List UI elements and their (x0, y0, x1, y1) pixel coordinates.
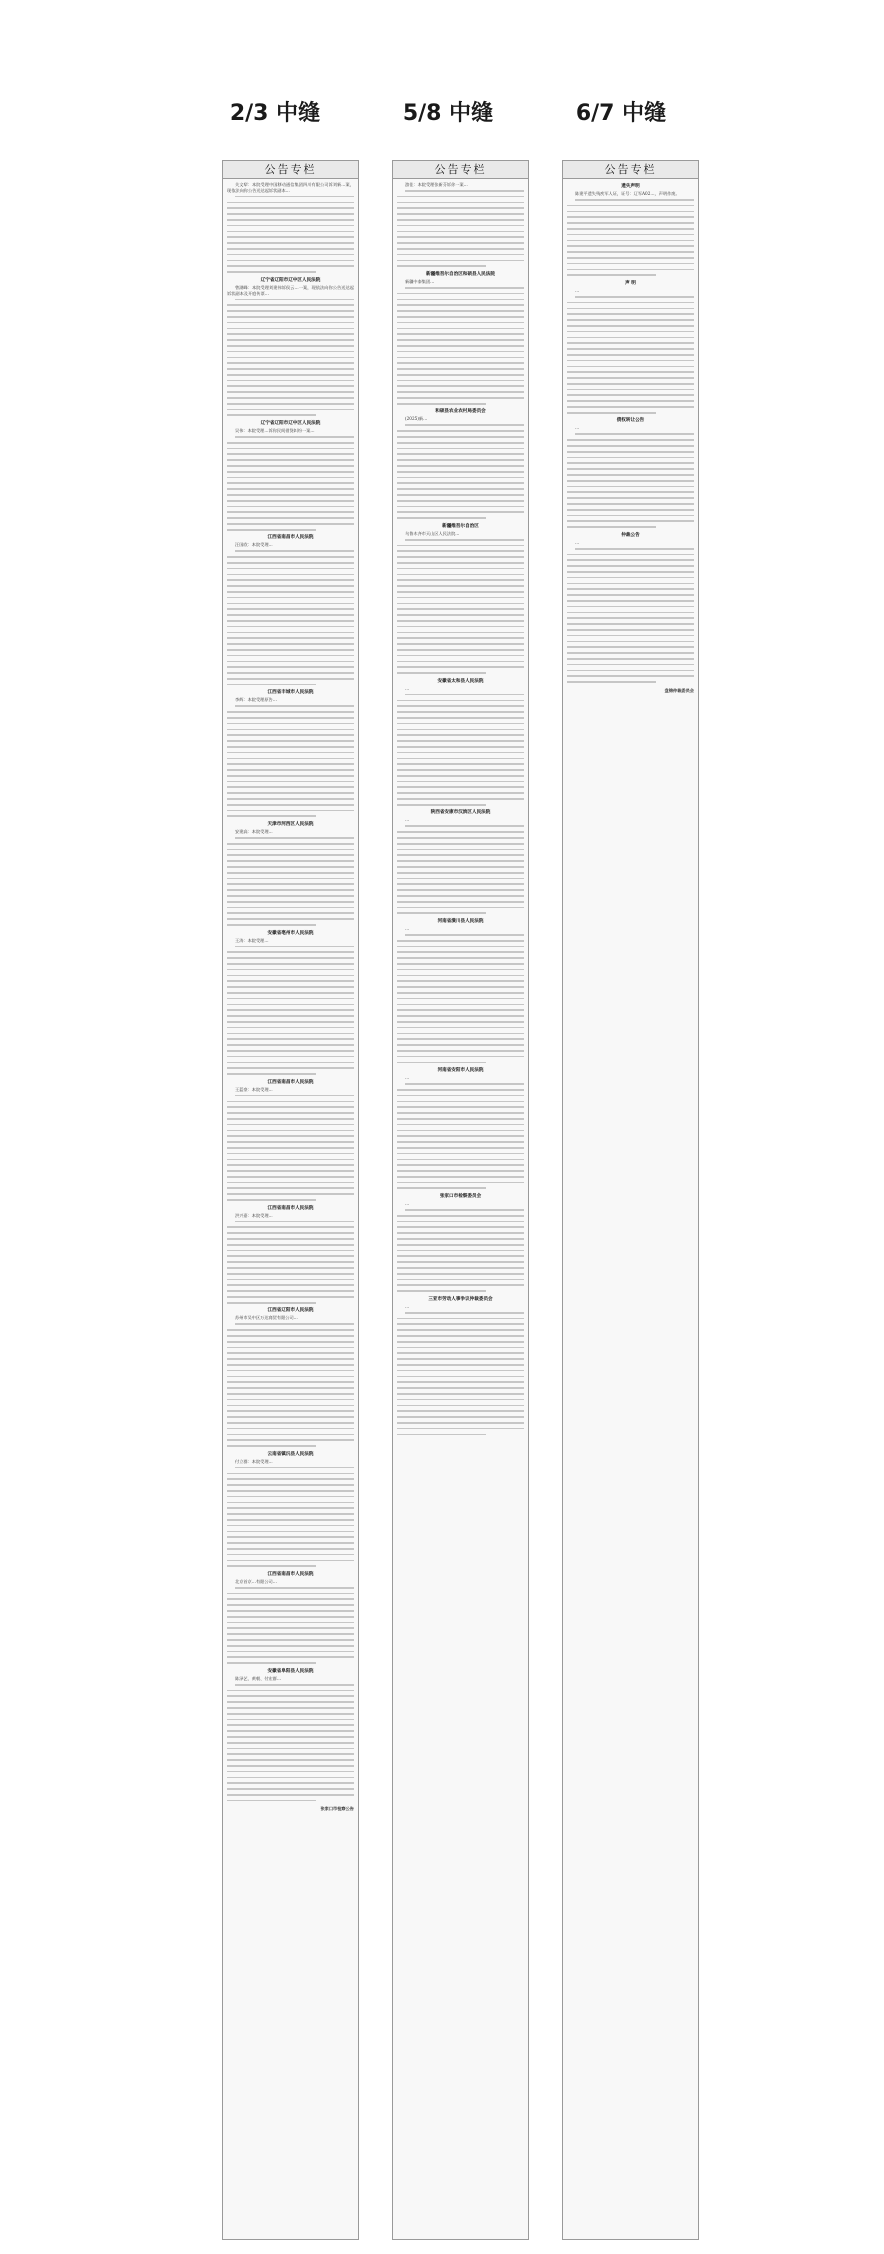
notice-text: (2025)新… (405, 416, 428, 422)
notice-body-lines (397, 188, 524, 269)
notice-body-lines (227, 1465, 354, 1569)
notice-item (397, 1297, 524, 1437)
notice-text: … (405, 1201, 410, 1207)
notice-text: 安建高：本院受理… (235, 829, 273, 835)
notice-text: … (405, 817, 410, 823)
notice-text: 王蓝豪：本院受理… (235, 1086, 273, 1092)
notice-item (567, 184, 694, 278)
notice-item (397, 1068, 524, 1191)
notice-item (227, 278, 354, 418)
column-header: 公告专栏 (393, 161, 528, 179)
notice-item (397, 679, 524, 808)
notice-text: 曾湖峰：本院受理刘建伟诉侯云…一案，现依法向你公告送达起诉状副本及开庭传票… (227, 284, 354, 296)
notice-title: 仲裁公告 (621, 532, 640, 538)
notice-item (227, 1080, 354, 1203)
notice-signature: 盘锦仲裁委员会 (664, 687, 694, 693)
heading-col-3: 6/7 中缝 (575, 101, 667, 126)
notice-title: 和硕县农业农村局委员会 (435, 409, 486, 415)
notice-body-lines (227, 1093, 354, 1203)
notice-body-lines (227, 194, 354, 275)
notice-text: 吴伟：本院受理…诉你民间借贷纠纷一案… (235, 428, 315, 434)
notice-body-lines (397, 692, 524, 808)
notice-text: 游佳：本院受理张新芬诉你一案… (405, 182, 468, 187)
notice-text: 王涛：本院受理… (235, 937, 269, 943)
notice-item (227, 1452, 354, 1569)
notice-text: … (405, 926, 410, 932)
notice-body-lines (227, 703, 354, 819)
notice-item (397, 1194, 524, 1294)
heading-col-2: 5/8 中缝 (402, 101, 494, 126)
notice-body-lines (397, 1207, 524, 1294)
notice-item (227, 1572, 354, 1666)
notice-body-lines (397, 1310, 524, 1438)
notice-body-lines (227, 1682, 354, 1804)
notice-text: 新疆中泰集团… (405, 278, 435, 284)
notice-body-lines (227, 296, 354, 418)
notice-text: 汪国欣：本院受理… (235, 542, 273, 548)
notice-body-lines (567, 431, 694, 530)
notice-column-2[interactable] (392, 160, 529, 2240)
notice-title: 遗失声明 (621, 184, 640, 189)
notice-body-lines (397, 285, 524, 407)
notice-item (227, 535, 354, 687)
notice-item (227, 690, 354, 819)
notice-text: 陈泽艺、黄朝、付宏群… (235, 1675, 282, 1681)
notice-title: 江西省南昌市人民法院 (267, 1571, 314, 1577)
notice-text: … (575, 539, 580, 545)
notice-item (397, 182, 524, 269)
notice-title: 债权转让公告 (616, 418, 645, 424)
notice-title: 河南省安阳市人民法院 (437, 1068, 484, 1074)
notice-title: 天津市河西区人民法院 (267, 822, 314, 828)
notice-body-lines (567, 197, 694, 278)
notice-title: 云南省镇沅县人民法院 (267, 1451, 314, 1457)
notice-item (397, 919, 524, 1065)
notice-item (227, 182, 354, 275)
notice-body-lines (227, 1585, 354, 1666)
notice-column-1[interactable] (222, 160, 359, 2240)
notice-title: 安徽省阜阳县人民法院 (267, 1668, 314, 1674)
notice-title: 新疆维吾尔自治区和硕县人民法院 (426, 271, 495, 277)
notice-item (227, 1308, 354, 1448)
notice-text: … (575, 425, 580, 431)
notice-title: 辽宁省辽阳市辽中区人民法院 (260, 421, 321, 427)
notice-text: … (405, 1303, 410, 1309)
notice-title: 三亚市劳动人事争议仲裁委员会 (428, 1296, 493, 1302)
notice-text: 洪兴嘉：本院受理… (235, 1212, 273, 1218)
notice-title: 陕西省安康市汉滨区人民法院 (430, 810, 491, 816)
notice-text: 乌鲁木齐市天山区人民法院… (405, 530, 460, 536)
notice-text: 李辉：本院受理原告… (235, 697, 277, 703)
notice-title: 江西省南昌市人民法院 (267, 1205, 314, 1211)
notice-item (227, 1206, 354, 1306)
notice-text: 陈建平遗失残疾军人证，证号：辽军A02…，声明作废。 (575, 191, 680, 196)
notice-title: 安徽省太和县人民法院 (437, 678, 484, 684)
notice-title: 江西省南昌市人民法院 (267, 535, 314, 541)
notice-body-lines (397, 422, 524, 521)
notice-item (397, 409, 524, 520)
notice-body-lines (227, 835, 354, 928)
notice-body-lines (227, 1321, 354, 1449)
notice-title: 江西省丰城市人民法院 (267, 690, 314, 696)
notice-title: 河南省潢川县人民法院 (437, 919, 484, 925)
notice-text: 苏州市吴中区万达商贸有限公司… (235, 1315, 298, 1321)
notice-body-lines (397, 823, 524, 916)
heading-col-1: 2/3 中缝 (229, 101, 321, 126)
column-header: 公告专栏 (563, 161, 698, 179)
notice-text: … (405, 685, 410, 691)
notice-body-lines (397, 537, 524, 676)
notice-body-lines (397, 932, 524, 1065)
notice-title: 江西省辽阳市人民法院 (267, 1308, 314, 1314)
notice-item (567, 281, 694, 416)
notice-text: … (405, 1075, 410, 1081)
notice-item (227, 822, 354, 928)
notice-text: 付立群：本院受理… (235, 1458, 273, 1464)
notice-body-lines (567, 294, 694, 416)
notice-item (227, 1669, 354, 1804)
notice-item (397, 272, 524, 407)
notice-body-lines (567, 546, 694, 685)
notice-title: 辽宁省辽阳市辽中区人民法院 (260, 277, 321, 283)
notice-title: 安徽省亳州市人民法院 (267, 930, 314, 936)
notice-body-lines (227, 943, 354, 1076)
notice-title: 新疆维吾尔自治区 (442, 523, 479, 529)
notice-item (227, 931, 354, 1077)
notice-body-lines (397, 1081, 524, 1191)
notice-title: 声 明 (625, 280, 636, 286)
notice-item (567, 533, 694, 685)
notice-body-lines (227, 548, 354, 687)
notice-column-3[interactable] (562, 160, 699, 2240)
notice-text: 北京首京…有限公司… (235, 1578, 277, 1584)
notice-body-lines (227, 1218, 354, 1305)
notice-title: 张家口市检察委员会 (439, 1194, 482, 1200)
notice-text: 关文犁：本院受理中国移动通信集团四川有限公司诉刘新…案，现依法向你公告送达起诉状副本… (227, 182, 354, 193)
notice-title: 江西省南昌市人民法院 (267, 1079, 314, 1085)
notice-signature: 张家口市检察公告 (320, 1806, 354, 1812)
notice-item (227, 421, 354, 532)
notice-body-lines (227, 434, 354, 533)
notice-item (397, 524, 524, 676)
notice-text: … (575, 287, 580, 293)
notice-item (397, 810, 524, 916)
column-header: 公告专栏 (223, 161, 358, 179)
notice-item (567, 418, 694, 529)
